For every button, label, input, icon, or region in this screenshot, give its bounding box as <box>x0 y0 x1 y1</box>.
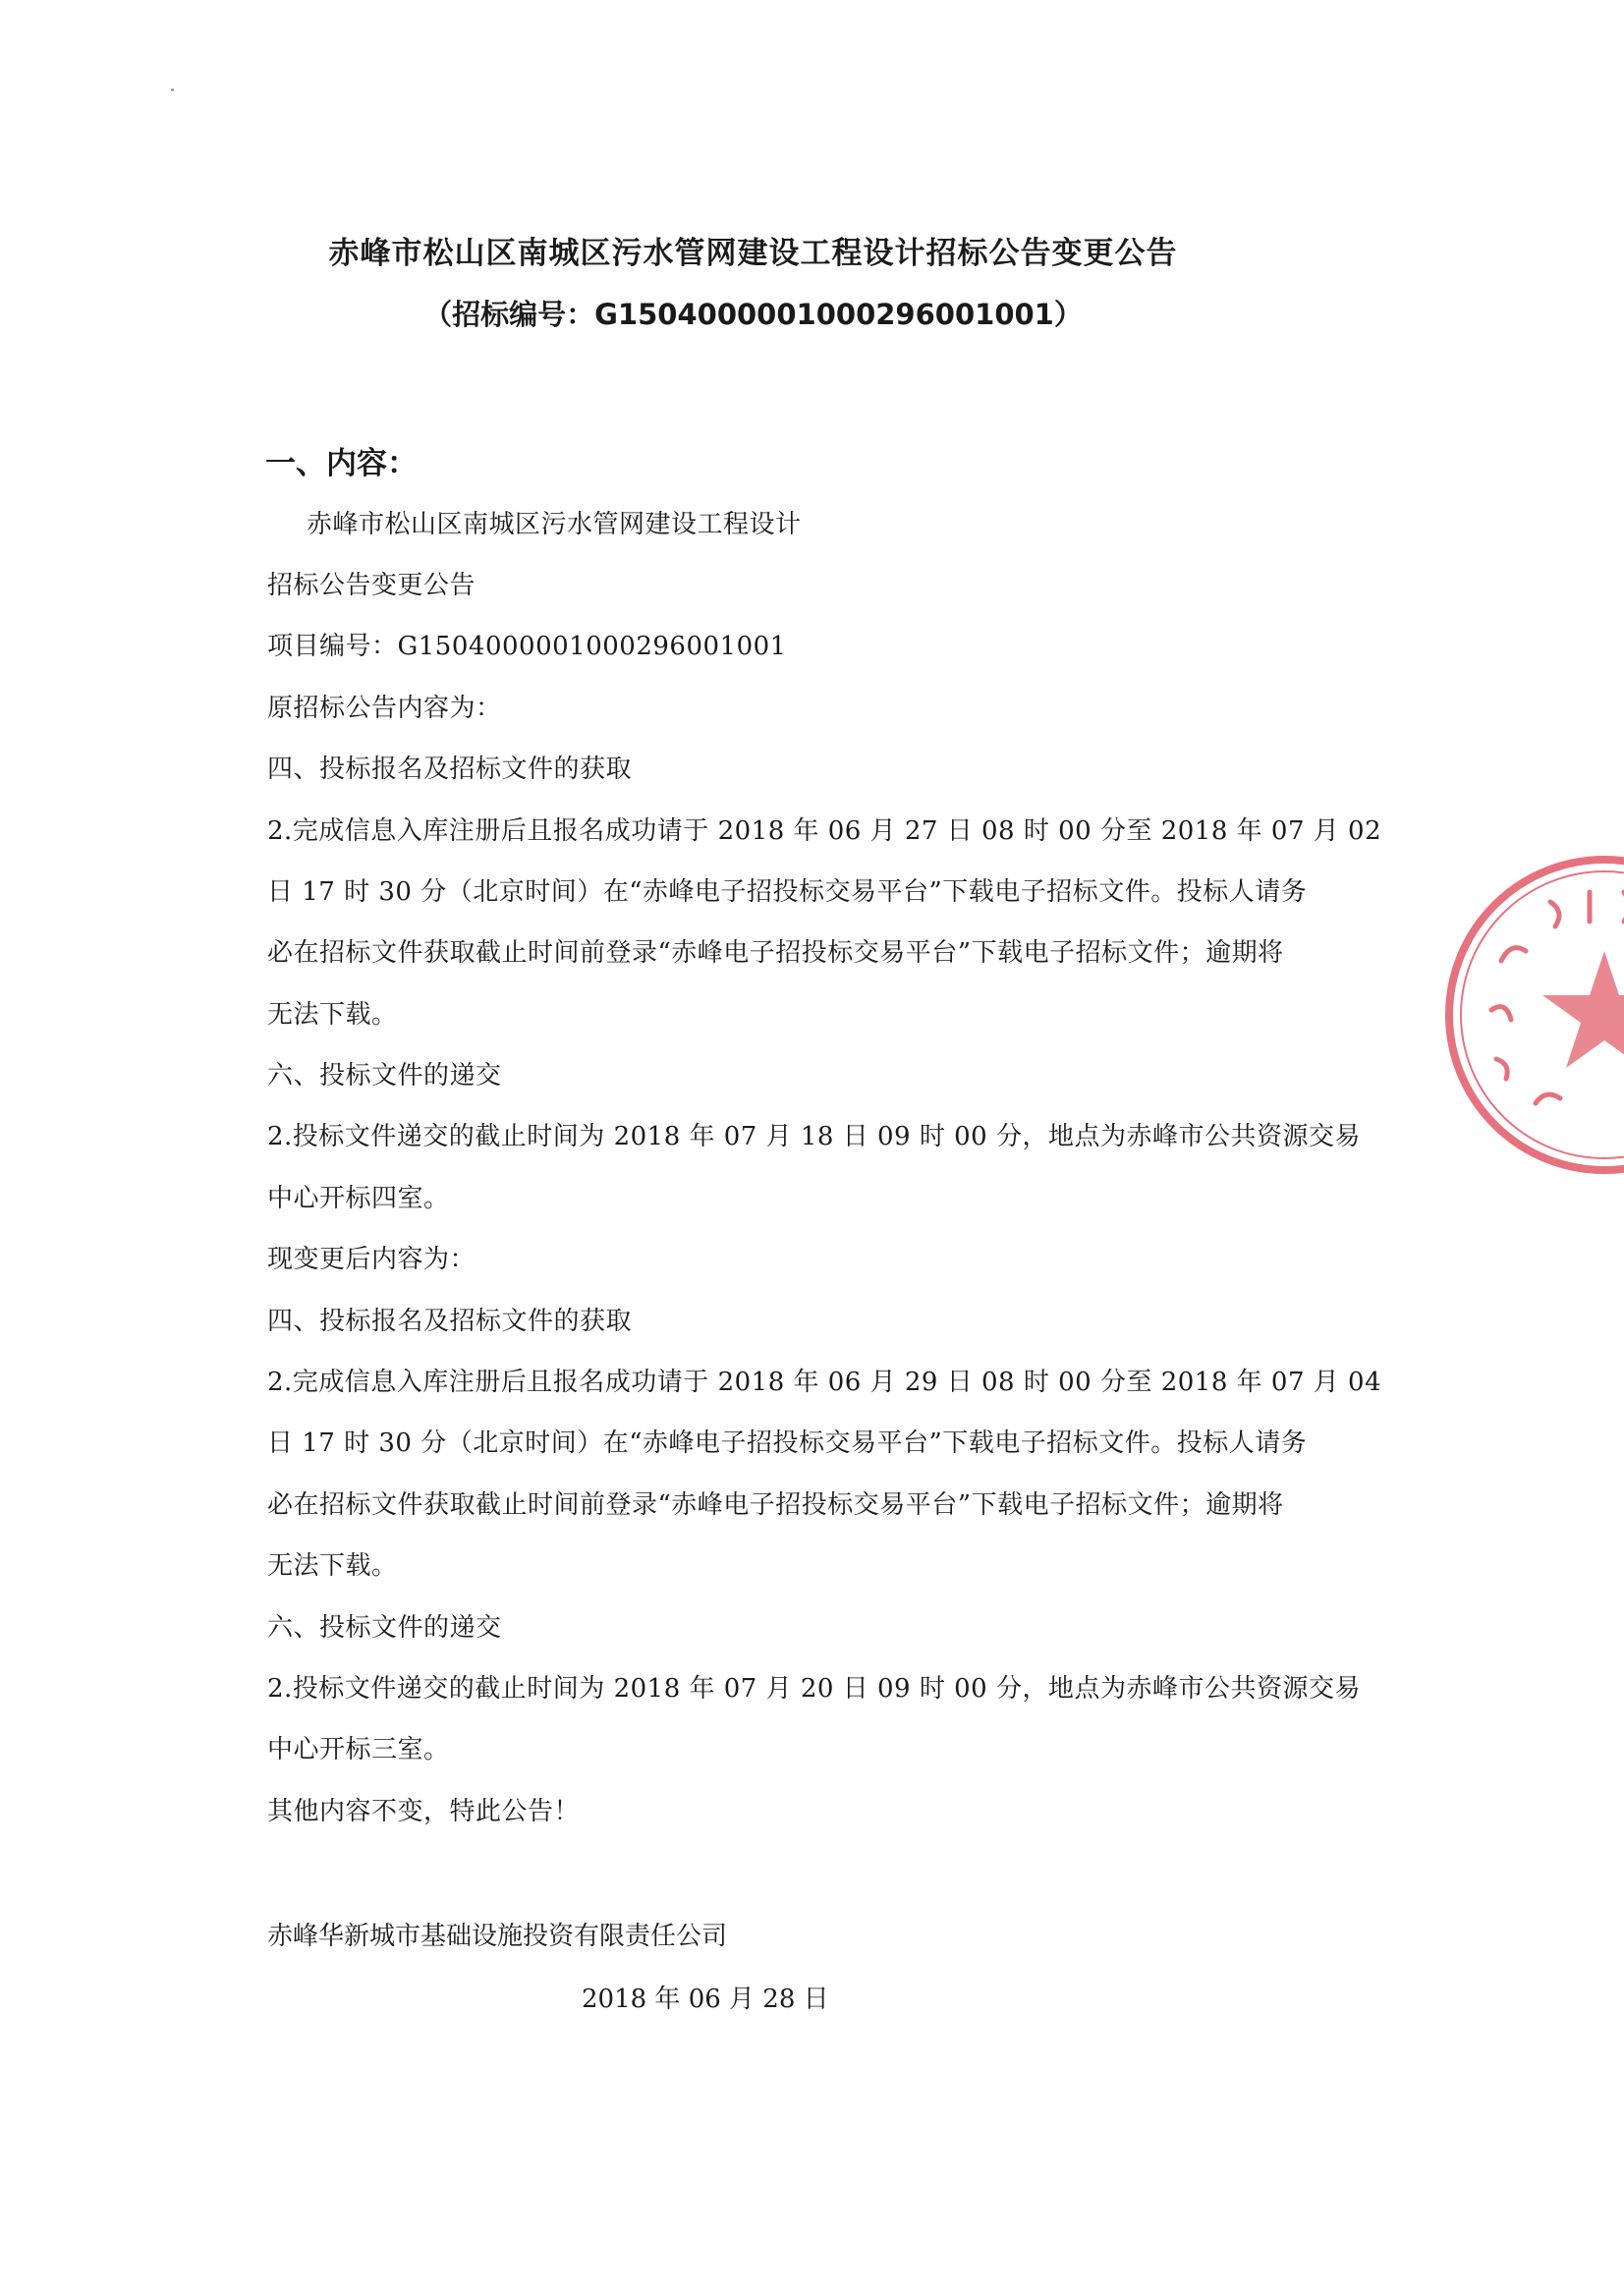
paragraph-line: 中心开标三室。 <box>267 1735 450 1764</box>
paragraph-line: 无法下载。 <box>267 1000 398 1030</box>
paragraph-line: 日 17 时 30 分（北京时间）在“赤峰电子招投标交易平台”下载电子招标文件。投标人请务 <box>267 877 1308 907</box>
paragraph-line: 2.投标文件递交的截止时间为 2018 年 07 月 20 日 09 时 00 分，地点为赤峰市公共资源交易 <box>267 1674 1361 1704</box>
changed-section-4-heading: 四、投标报名及招标文件的获取 <box>267 1307 633 1336</box>
signature-date: 2018 年 06 月 28 日 <box>582 1985 829 2014</box>
section-heading: 一、内容： <box>265 446 418 481</box>
project-number-line: 项目编号：G1504000001000296001001 <box>267 632 787 661</box>
original-section-4-heading: 四、投标报名及招标文件的获取 <box>267 755 633 784</box>
star-seal-icon <box>1442 853 1624 1177</box>
bid-number: （招标编号：G1504000001000296001001） <box>423 298 1083 331</box>
original-content-label: 原招标公告内容为： <box>267 694 502 723</box>
closing-line: 其他内容不变，特此公告！ <box>267 1797 581 1826</box>
paragraph-line: 必在招标文件获取截止时间前登录“赤峰电子招投标交易平台”下载电子招标文件；逾期将 <box>267 1490 1284 1520</box>
notice-type-line: 招标公告变更公告 <box>267 571 476 600</box>
original-section-6-heading: 六、投标文件的递交 <box>267 1061 502 1091</box>
signature-company: 赤峰华新城市基础设施投资有限责任公司 <box>267 1922 728 1951</box>
changed-section-6-heading: 六、投标文件的递交 <box>267 1613 502 1643</box>
document-title: 赤峰市松山区南城区污水管网建设工程设计招标公告变更公告 <box>328 236 1178 271</box>
paragraph-line: 中心开标四室。 <box>267 1184 450 1213</box>
paragraph-line: 2.投标文件递交的截止时间为 2018 年 07 月 18 日 09 时 00 分，地点为赤峰市公共资源交易 <box>267 1122 1361 1151</box>
paragraph-line: 无法下载。 <box>267 1551 398 1581</box>
changed-content-label: 现变更后内容为： <box>267 1245 476 1274</box>
paragraph-line: 2.完成信息入库注册后且报名成功请于 2018 年 06 月 29 日 08 时 00 分至 2018 年 07 月 04 <box>267 1368 1382 1397</box>
scan-speck <box>171 88 174 91</box>
project-name-line: 赤峰市松山区南城区污水管网建设工程设计 <box>307 510 802 539</box>
paragraph-line: 2.完成信息入库注册后且报名成功请于 2018 年 06 月 27 日 08 时 00 分至 2018 年 07 月 02 <box>267 816 1382 846</box>
paragraph-line: 日 17 时 30 分（北京时间）在“赤峰电子招投标交易平台”下载电子招标文件。投标人请务 <box>267 1428 1308 1458</box>
paragraph-line: 必在招标文件获取截止时间前登录“赤峰电子招投标交易平台”下载电子招标文件；逾期将 <box>267 938 1284 968</box>
